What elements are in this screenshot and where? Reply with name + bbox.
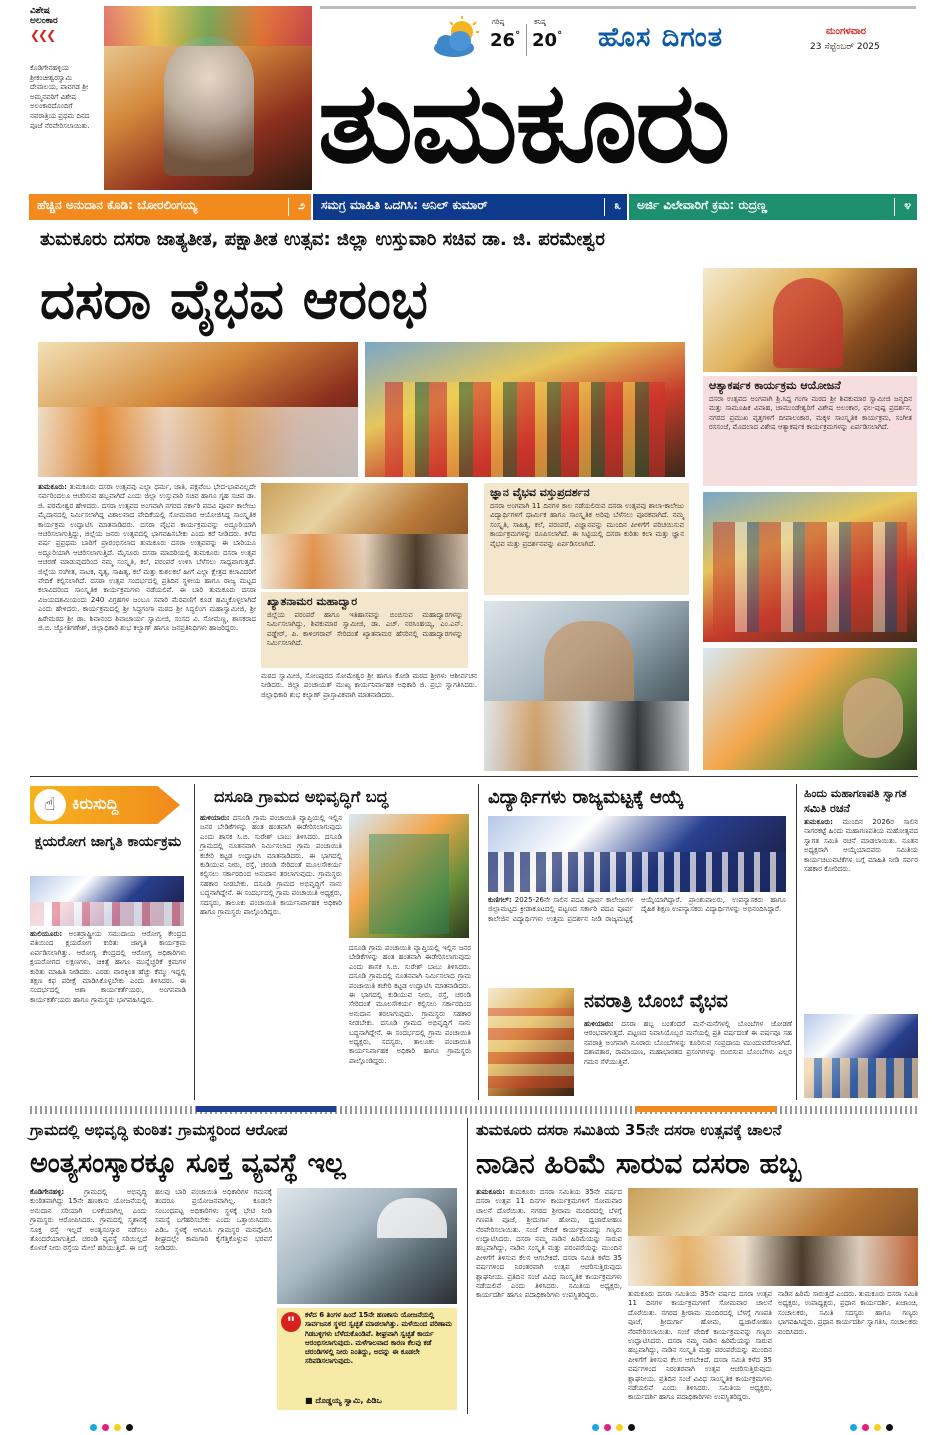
briefs-title: ಕ್ಷಯರೋಗ ಜಾಗೃತಿ ಕಾರ್ಯಕ್ರಮ	[34, 834, 182, 850]
briefs-logo-text: ಕಿರುಸುದ್ದಿ	[72, 794, 119, 813]
briefs-dateline: ಹುಲಿಯೂರು:	[30, 930, 63, 938]
dasara-fest-body-cont: ತುಮಕೂರು ದಸರಾ ಸಮಿತಿಯ 35ನೇ ವರ್ಷದ ದಸರಾ ಉತ್ಸವ 11 ದಿನಗಳ ಕಾರ್ಯಕ್ರಮಗಳಿಗೆ ಸೋಮವಾರ ಚಾಲನೆ ದೊರೆಯಿತು. ನಗರದ ಶ್ರೀರಾಮ ಮಂದಿರದಲ್ಲಿ ಬೆಳಗ್ಗೆ ಗಣಪತಿ ಪೂಜೆ, ಶ್ರೀದುರ್ಗಾ ಹೋಮ, ಧ್ವಜಾರೋಹಣ ನೆರವೇರಿಸಲಾಯಿತು. ಸಂಜೆ ವೇದಿಕೆ ಕಾರ್ಯಕ್ರಮವನ್ನು ಗಣ್ಯರು ಉದ್ಘಾಟಿಸಿದರು. ದಸರಾ ನಮ್ಮ ನಾಡಿನ ಹಿರಿಮೆಯನ್ನು ಸಾರುವ ಹಬ್ಬವಾಗಿದ್ದು, ನಾಡಿನ ಸಂಸ್ಕೃತಿ ಮತ್ತು ಪರಂಪರೆಯನ್ನು ಮುಂದಿನ ಪೀಳಿಗೆಗೆ ತಿಳಿಸುವ ಕೆಲಸ ಆಗಬೇಕಿದೆ. ದಸರಾ ಸಮಿತಿ ಕಳೆದ 35 ವರ್ಷಗಳಿಂದ ನಿರಂತರವಾಗಿ ಉತ್ಸವ ಆಚರಿಸುತ್ತಿರುವುದು ಶ್ಲಾಘನೀಯ. ಪ್ರತಿದಿನ ಸಂಜೆ ವಿವಿಧ ಸಾಂಸ್ಕೃತಿಕ ಕಾರ್ಯಕ್ರಮಗಳು ನಡೆಯಲಿವೆ ಎಂದು ತಿಳಿಸಿದರು. ಸಮಿತಿಯ ಅಧ್ಯಕ್ಷರು, ಕಾರ್ಯದರ್ಶಿ ಹಾಗೂ ಪದಾಧಿಕಾರಿಗಳು ಉಪಸ್ಥಿತರಿದ್ದರು.	[628, 1290, 772, 1402]
funeral-quote-box	[277, 1308, 457, 1410]
navaratri-body	[584, 1020, 792, 1098]
hindu-body	[804, 818, 918, 1008]
paper-name: ಹೊಸ ದಿಗಂತ	[598, 22, 724, 53]
side-photo-portrait	[703, 648, 917, 770]
navaratri-photo	[488, 988, 574, 1096]
hindu-photo	[804, 1014, 918, 1098]
side-photo-dancers	[703, 492, 917, 642]
dasudi-headline: ದಸೂಡಿ ಗ್ರಾಮದ ಅಭಿವೃದ್ಧಿಗೆ ಬದ್ಧ	[214, 787, 389, 806]
col-divider-2	[478, 784, 479, 1100]
lead-dateline: ತುಮಕೂರು:	[38, 483, 67, 491]
teaser-3[interactable]	[629, 194, 917, 220]
cover-photo-deity	[104, 6, 312, 190]
dasara-fest-body-text: ತುಮಕೂರು ದಸರಾ ಸಮಿತಿಯ 35ನೇ ವರ್ಷದ ದಸರಾ ಉತ್ಸವ 11 ದಿನಗಳ ಕಾರ್ಯಕ್ರಮಗಳಿಗೆ ಸೋಮವಾರ ಚಾಲನೆ ದೊರೆಯಿತು. ನಗರದ ಶ್ರೀರಾಮ ಮಂದಿರದಲ್ಲಿ ಬೆಳಗ್ಗೆ ಗಣಪತಿ ಪೂಜೆ, ಶ್ರೀದುರ್ಗಾ ಹೋಮ, ಧ್ವಜಾರೋಹಣ ನೆರವೇರಿಸಲಾಯಿತು. ಸಂಜೆ ವೇದಿಕೆ ಕಾರ್ಯಕ್ರಮವನ್ನು ಗಣ್ಯರು ಉದ್ಘಾಟಿಸಿದರು. ದಸರಾ ನಮ್ಮ ನಾಡಿನ ಹಿರಿಮೆಯನ್ನು ಸಾರುವ ಹಬ್ಬವಾಗಿದ್ದು, ನಾಡಿನ ಸಂಸ್ಕೃತಿ ಮತ್ತು ಪರಂಪರೆಯನ್ನು ಮುಂದಿನ ಪೀಳಿಗೆಗೆ ತಿಳಿಸುವ ಕೆಲಸ ಆಗಬೇಕಿದೆ. ದಸರಾ ಸಮಿತಿ ಕಳೆದ 35 ವರ್ಷಗಳಿಂದ ನಿರಂತರವಾಗಿ ಉತ್ಸವ ಆಚರಿಸುತ್ತಿರುವುದು ಶ್ಲಾಘನೀಯ. ಪ್ರತಿದಿನ ಸಂಜೆ ವಿವಿಧ ಸಾಂಸ್ಕೃತಿಕ ಕಾರ್ಯಕ್ರಮಗಳು ನಡೆಯಲಿವೆ ಎಂದು ತಿಳಿಸಿದರು. ಸಮಿತಿಯ ಅಧ್ಯಕ್ಷರು, ಕಾರ್ಯದರ್ಶಿ ಹಾಗೂ ಪದಾಧಿಕಾರಿಗಳು ಉಪಸ್ಥಿತರಿದ್ದರು.	[476, 1188, 622, 1300]
side-c-body2: ಮಠದ ಸ್ವಾಮೀಜಿ, ಸೋಂಪುರದ ಸೋಮೇಶ್ವರ ಶ್ರೀ ಹಾಗೂ ಕೋಡಿ ಮಠದ ಶ್ರೀಗಳು ಆಶೀರ್ವಚನ ನೀಡಿದರು. ಜಿಲ್ಲಾ ಪಂಚಾಯತ್ ಮುಖ್ಯ ಕಾರ್ಯನಿರ್ವಾಹಕ ಅಧಿಕಾರಿ ಜಿ. ಪ್ರಭು ಸ್ವಾಗತಿಸಿದರು. ಜಿಲ್ಲಾಧಿಕಾರಿ ಶುಭ ಕಲ್ಯಾಣ್ ಪ್ರಾಸ್ತಾವಿಕವಾಗಿ ಮಾತನಾಡಿದರು.	[261, 672, 477, 699]
special-label-line1: ವಿಶೇಷ	[30, 6, 50, 16]
students-photo	[488, 816, 786, 892]
dasudi-body	[200, 814, 342, 1100]
weather-min: 20°	[532, 30, 563, 51]
side-c-title: ಖ್ಯಾತನಾಮರ ಮಹಾದ್ವಾರ	[267, 595, 358, 608]
weather-max-label: ಗರಿಷ್ಠ	[492, 18, 505, 26]
dasara-fest-kicker: ತುಮಕೂರು ದಸರಾ ಸಮಿತಿಯ 35ನೇ ದಸರಾ ಉತ್ಸವಕ್ಕೆ ಚಾಲನೆ	[476, 1121, 782, 1139]
students-body	[488, 896, 786, 978]
funeral-body-text: ಗ್ರಾಮದಲ್ಲಿ ಅಭಿವೃದ್ಧಿ ಕುಂಠಿತವಾಗಿದ್ದು 15ನೇ ಹಣಕಾಸು ಯೋಜನೆಯಲ್ಲಿ ಅನುದಾನ ಸರಿಯಾಗಿ ಬಳಕೆಯಾಗಿಲ್ಲ ಎಂದು ಗ್ರಾಮಸ್ಥರು ಆರೋಪಿಸಿದರು. ಗ್ರಾಮದಲ್ಲಿ ಸ್ಮಶಾನಕ್ಕೆ ಸೂಕ್ತ ರಸ್ತೆ ಇಲ್ಲದೆ ಅಂತ್ಯಸಂಸ್ಕಾರ ನಡೆಸಲು ತೊಂದರೆಯಾಗುತ್ತಿದೆ. ಚರಂಡಿ ವ್ಯವಸ್ಥೆ ಸರಿಯಿಲ್ಲದೆ ಕೊಳಚೆ ನೀರು ರಸ್ತೆಯ ಮೇಲೆ ಹರಿಯುತ್ತಿದೆ. ಈ ಬಗ್ಗೆ ಹಲವು ಬಾರಿ ಪಂಚಾಯಿತಿ ಅಧಿಕಾರಿಗಳ ಗಮನಕ್ಕೆ ತಂದರೂ ಪ್ರಯೋಜನವಾಗಿಲ್ಲ. ಕೂಡಲೇ ಸಂಬಂಧಪಟ್ಟ ಅಧಿಕಾರಿಗಳು ಸ್ಥಳಕ್ಕೆ ಭೇಟಿ ನೀಡಿ ಸಮಸ್ಯೆ ಬಗೆಹರಿಸಬೇಕು ಎಂದು ಒತ್ತಾಯಿಸಿದರು. ಪಿಡಿಒ ಸ್ಥಳಕ್ಕೆ ಆಗಮಿಸಿ ಗ್ರಾಮಸ್ಥರ ಮನವೊಲಿಸಿ ಶೀಘ್ರದಲ್ಲೇ ಕಾಮಗಾರಿ ಕೈಗೆತ್ತಿಕೊಳ್ಳುವ ಭರವಸೆ ನೀಡಿದರು.	[30, 1188, 272, 1253]
registration-marks-right	[850, 1416, 900, 1424]
dasudi-body-overflow: ದಸೂಡಿ ಗ್ರಾಮ ಪಂಚಾಯಿತಿ ವ್ಯಾಪ್ತಿಯಲ್ಲಿ ಇಲ್ಲಿನ ಜನರ ಬೇಡಿಕೆಗಳನ್ನು ಹಂತ ಹಂತವಾಗಿ ಈಡೇರಿಸಲಾಗುವುದು ಎಂದು ಶಾಸಕ ಸಿ.ಬಿ. ಸುರೇಶ್ ಬಾಬು ತಿಳಿಸಿದರು. ದಸೂಡಿ ಗ್ರಾಮದಲ್ಲಿ ನೂತನವಾಗಿ ನಿರ್ಮಿಸಲಾದ ಗ್ರಾಮ ಪಂಚಾಯಿತಿ ಕಚೇರಿ ಕಟ್ಟಡ ಉದ್ಘಾಟಿಸಿ ಮಾತನಾಡಿದರು. ಈ ಭಾಗದಲ್ಲಿ ಕುಡಿಯುವ ನೀರು, ರಸ್ತೆ, ಚರಂಡಿ ಸೇರಿದಂತೆ ಮೂಲಸೌಕರ್ಯ ಕಲ್ಪಿಸಲು ಸರ್ಕಾರದಿಂದ ಅನುದಾನ ತರಲಾಗುವುದು. ಗ್ರಾಮಸ್ಥರು ಸಹಕಾರ ನೀಡಬೇಕು. ದಸೂಡಿ ಗ್ರಾಮದ ಅಭಿವೃದ್ಧಿಗೆ ನಾನು ಬದ್ಧನಾಗಿದ್ದೇನೆ. ಈ ಸಂದರ್ಭದಲ್ಲಿ ಗ್ರಾಮ ಪಂಚಾಯಿತಿ ಅಧ್ಯಕ್ಷರು, ಸದಸ್ಯರು, ತಾಲೂಕು ಪಂಚಾಯಿತಿ ಕಾರ್ಯನಿರ್ವಾಹಕ ಅಧಿಕಾರಿ ಹಾಗೂ ಗ್ರಾಮಸ್ಥರು ಪಾಲ್ಗೊಂಡಿದ್ದರು.	[349, 944, 471, 1065]
briefs-body	[30, 930, 186, 1098]
section-divider-1	[30, 776, 918, 777]
dasara-fest-body2: ನಾಡಿನ ಹಿರಿಮೆ ಸಾರುತ್ತದೆ ಎಂದರು. ತುಮಕೂರು ದಸರಾ ಸಮಿತಿ ಅಧ್ಯಕ್ಷರು, ಉಪಾಧ್ಯಕ್ಷರು, ಪ್ರಧಾನ ಕಾರ್ಯದರ್ಶಿ, ಖಜಾಂಚಿ, ಸಂಚಾಲಕರು, ಸಮಿತಿ ಸದಸ್ಯರು ಹಾಗೂ ಗಣ್ಯರು ಭಾಗವಹಿಸಿದ್ದರು. ಪ್ರಧಾನ ಕಾರ್ಯದರ್ಶಿ ಸ್ವಾಗತಿಸಿ, ಸಂಚಾಲಕರು ವಂದಿಸಿದರು.	[778, 1290, 918, 1336]
briefs-logo	[30, 786, 186, 826]
navaratri-headline: ನವರಾತ್ರಿ ಬೊಂಬೆ ವೈಭವ	[584, 991, 728, 1012]
side-c-box	[261, 592, 468, 668]
teaser-2-text: ಸಮಗ್ರ ಮಾಹಿತಿ ಒದಗಿಸಿ: ಅನಿಲ್ ಕುಮಾರ್	[321, 198, 488, 212]
dasara-fest-photo	[628, 1188, 918, 1286]
hindu-headline: ಹಿಂದು ಮಹಾಗಣಪತಿ ಸ್ವಾಗತ ಸಮಿತಿ ರಚನೆ	[804, 787, 907, 815]
edition-date: 23 ಸೆಪ್ಟೆಂಬರ್ 2025	[810, 42, 880, 52]
funeral-dateline: ಕೊಡಿಗೇನಹಳ್ಳಿ:	[30, 1188, 65, 1196]
quote-icon: "	[281, 1312, 301, 1332]
registration-marks-left	[90, 1416, 140, 1424]
dasudi-body-text: ದಸೂಡಿ ಗ್ರಾಮ ಪಂಚಾಯಿತಿ ವ್ಯಾಪ್ತಿಯಲ್ಲಿ ಇಲ್ಲಿನ ಜನರ ಬೇಡಿಕೆಗಳನ್ನು ಹಂತ ಹಂತವಾಗಿ ಈಡೇರಿಸಲಾಗುವುದು ಎಂದು ಶಾಸಕ ಸಿ.ಬಿ. ಸುರೇಶ್ ಬಾಬು ತಿಳಿಸಿದರು. ದಸೂಡಿ ಗ್ರಾಮದಲ್ಲಿ ನೂತನವಾಗಿ ನಿರ್ಮಿಸಲಾದ ಗ್ರಾಮ ಪಂಚಾಯಿತಿ ಕಚೇರಿ ಕಟ್ಟಡ ಉದ್ಘಾಟಿಸಿ ಮಾತನಾಡಿದರು. ಈ ಭಾಗದಲ್ಲಿ ಕುಡಿಯುವ ನೀರು, ರಸ್ತೆ, ಚರಂಡಿ ಸೇರಿದಂತೆ ಮೂಲಸೌಕರ್ಯ ಕಲ್ಪಿಸಲು ಸರ್ಕಾರದಿಂದ ಅನುದಾನ ತರಲಾಗುವುದು. ಗ್ರಾಮಸ್ಥರು ಸಹಕಾರ ನೀಡಬೇಕು. ದಸೂಡಿ ಗ್ರಾಮದ ಅಭಿವೃದ್ಧಿಗೆ ನಾನು ಬದ್ಧನಾಗಿದ್ದೇನೆ. ಈ ಸಂದರ್ಭದಲ್ಲಿ ಗ್ರಾಮ ಪಂಚಾಯಿತಿ ಅಧ್ಯಕ್ಷರು, ಸದಸ್ಯರು, ತಾಲೂಕು ಪಂಚಾಯಿತಿ ಕಾರ್ಯನಿರ್ವಾಹಕ ಅಧಿಕಾರಿ ಹಾಗೂ ಗ್ರಾಮಸ್ಥರು ಪಾಲ್ಗೊಂಡಿದ್ದರು.	[200, 814, 342, 917]
teaser-1-text: ಹೆಚ್ಚಿನ ಅನುದಾನ ಕೊಡಿ: ಬೋರಲಿಂಗಯ್ಯ	[37, 198, 198, 212]
students-dateline: ಕುಣಿಗಲ್:	[488, 896, 512, 904]
edition-title: ತುಮಕೂರು	[318, 58, 729, 188]
lead-headline: ದಸರಾ ವೈಭವ ಆರಂಭ	[40, 268, 428, 331]
side-b-title: ಜ್ಞಾನ ವೈಭವ ವಸ್ತುಪ್ರದರ್ಶನ	[490, 486, 590, 499]
students-headline: ವಿದ್ಯಾರ್ಥಿಗಳು ರಾಜ್ಯಮಟ್ಟಕ್ಕೆ ಆಯ್ಕೆ	[488, 787, 684, 808]
side-c-body: ಜಿಲ್ಲೆಯ ಪರಂಪರೆ ಹಾಗೂ ಇತಿಹಾಸವನ್ನು ಬಿಂಬಿಸುವ ಮಹಾದ್ವಾರಗಳನ್ನು ನಿರ್ಮಿಸಲಾಗಿದ್ದು, ಶಿವಕುಮಾರ ಸ್ವಾಮೀಜಿ, ಡಾ. ಎಚ್. ನರಸಿಂಹಯ್ಯ, ಎಂ.ಎನ್. ವಡ್ಡೇರ್, ಪಿ. ಕಾಳಿಂಗರಾವ್ ಸೇರಿದಂತೆ ಖ್ಯಾತನಾಮರ ಹೆಸರಿನಲ್ಲಿ ಮಹಾದ್ವಾರಗಳನ್ನು ನಿರ್ಮಿಸಲಾಗಿದೆ.	[267, 611, 463, 648]
teaser-2-page: ೩	[614, 198, 621, 212]
registration-marks-center	[592, 1416, 642, 1424]
lead-photo-yakshagana	[365, 342, 685, 477]
lead-photo-ceremony	[484, 601, 689, 771]
weather-min-label: ಕನಿಷ್ಠ	[534, 18, 546, 26]
teaser-bar	[29, 194, 917, 220]
teaser-1-page: ೨	[298, 198, 305, 212]
lead-photo-inauguration	[38, 342, 358, 477]
accent-bar-blue	[196, 1106, 336, 1112]
funeral-photo	[277, 1188, 457, 1304]
lead-body	[38, 483, 256, 773]
weather-max: 26°	[490, 30, 521, 51]
briefs-photo	[30, 876, 184, 926]
section-divider-2	[30, 1106, 918, 1114]
dasudi-dateline: ಹುಳಿಯಾರು:	[200, 814, 230, 822]
megaphone-icon: ☝	[34, 789, 66, 821]
col-divider-4	[467, 1118, 468, 1414]
cover-caption: ಕೊಡಿಗೇನಹಳ್ಳಿಯ ಶ್ರೀಕಂಚೀಶ್ವರಸ್ವಾಮಿ ದೇವಾಲಯ, ಪಾವಗಡ ಶ್ರೀ ಅಮ್ಮನವರಿಗೆ ವಿಶೇಷ ಅಲಂಕಾರದೊಂದಿಗೆ ನವರಾತ್ರಿಯ ಪ್ರಥಮ ದಿನದ ಪೂಜೆ ನೆರವೇರಿಸಲಾಯಿತು.	[30, 64, 90, 130]
hindu-dateline: ತುಮಕೂರು:	[804, 818, 833, 826]
funeral-body	[30, 1188, 272, 1412]
dasudi-photo	[349, 814, 469, 938]
side-c-photo	[261, 483, 468, 589]
lead-body-text: ತುಮಕೂರು ದಸರಾ ಉತ್ಸವವು ಎಲ್ಲಾ ಧರ್ಮ, ಜಾತಿ, ಪಕ್ಷವೆಂಬ ಭೇದ-ಭಾವವಿಲ್ಲದೇ ಸರ್ವರಿಂದಲೂ ಆಚರಿಸುವ ಹಬ್ಬವಾಗಿದೆ ಎಂದು ಜಿಲ್ಲಾ ಉಸ್ತುವಾರಿ ಸಚಿವ ಹಾಗೂ ಗೃಹ ಸಚಿವ ಡಾ. ಜಿ. ಪರಮೇಶ್ವರ ಹೇಳಿದರು. ದಸರಾ ಉತ್ಸವದ ಅಂಗವಾಗಿ ನಗರದ ಸರ್ಕಾರಿ ಪದವಿ ಪೂರ್ವ ಕಾಲೇಜು ಮೈದಾನದಲ್ಲಿ ನಿರ್ಮಿಸಲಾಗಿದ್ದ ವಿಶಾಲವಾದ ವೇದಿಕೆಯಲ್ಲಿ ಸೋಮವಾರ ಆಯೋಜಿಸಿದ್ದ ಸಾಂಸ್ಕೃತಿಕ ಕಾರ್ಯಕ್ರಮ ಉದ್ಘಾಟಿಸಿ ಮಾತನಾಡಿದರು. ದಸರಾ ವೈಭವ ಕಾರ್ಯಕ್ರಮವನ್ನು ಅದ್ದೂರಿಯಾಗಿ ಆಚರಿಸಲಾಗುತ್ತಿದ್ದು, ಜಿಲ್ಲೆಯ ಜನರು ಉತ್ಸವದಲ್ಲಿ ಭಾಗವಹಿಸಬೇಕು ಎಂದು ಕರೆ ನೀಡಿದರು. ಕಳೆದ ವರ್ಷ ಪ್ರಪ್ರಥಮ ಬಾರಿಗೆ ಪ್ರಾರಂಭಿಸಲಾದ ತುಮಕೂರು ದಸರಾ ಉತ್ಸವವನ್ನು ಈ ಬಾರಿಯೂ ಅದ್ದೂರಿಯಾಗಿ ಆಚರಿಸಲಾಗುತ್ತಿದೆ. ಮೈಸೂರು ದಸರಾ ಮಾದರಿಯಲ್ಲಿ ತುಮಕೂರು ದಸರಾ ಉತ್ಸವ ಆಚರಣೆ ಮಾಡುವುದರಿಂದ ನಮ್ಮ ಸಂಸ್ಕೃತಿ, ಕಲೆ, ಪರಂಪರೆ ಉಳಿಸಿ ಬೆಳೆಸಲು ಸಾಧ್ಯವಾಗುತ್ತದೆ. ಜಿಲ್ಲೆಯ ಸಂಗೀತ, ನಾಟಕ, ನೃತ್ಯ, ಸಾಹಿತ್ಯ, ಕಲೆ ಮತ್ತು ಕುಶಲಕಲೆ ಹೀಗೆ ಎಲ್ಲಾ ಕ್ಷೇತ್ರದ ಕಲಾವಿದರಿಗೆ ವೇದಿಕೆ ಕಲ್ಪಿಸಲಾಗಿದೆ. ದಸರಾ ಉತ್ಸವ ಸಂದರ್ಭದಲ್ಲಿ ಪ್ರತಿದಿನ ಸ್ಥಳೀಯ ಹಾಗೂ ರಾಜ್ಯ ಮಟ್ಟದ ಕಲಾವಿದರಿಂದ ಸಾಂಸ್ಕೃತಿಕ ಕಾರ್ಯಕ್ರಮಗಳು ನಡೆಯಲಿವೆ. ಈ ಬಾರಿ ತುಮಕೂರು ದಸರಾ ವಿಜಯದಶಮಿಯಂದು 240 ವಿಗ್ರಹಗಳ ಜಂಬೂ ಸವಾರಿ ಮೆರವಣಿಗೆ ಕೂಡ ಹಮ್ಮಿಕೊಳ್ಳಲಾಗಿದೆ ಎಂದು ಹೇಳಿದರು. ಕಾರ್ಯಕ್ರಮದಲ್ಲಿ ಶ್ರೀ ಸಿದ್ಧಗಂಗಾ ಮಠದ ಶ್ರೀ ಸಿದ್ಧಲಿಂಗ ಮಹಾಸ್ವಾಮೀಜಿ, ಶ್ರೀ ಹಿರೇಮಠದ ಶ್ರೀ ಡಾ. ಶಿವಾನಂದ ಶಿವಾಚಾರ್ಯ ಸ್ವಾಮೀಜಿ, ಸಂಸದ ವಿ. ಸೋಮಣ್ಣ, ಶಾಸಕರಾದ ಜಿ.ಬಿ. ಜ್ಯೋತಿಗಣೇಶ್, ಜಿಲ್ಲಾಧಿಕಾರಿ ಶುಭ ಕಲ್ಯಾಣ್ ಹಾಗೂ ಜನಪ್ರತಿನಿಧಿಗಳು ಹಾಜರಿದ್ದರು.	[38, 483, 256, 633]
dasara-fest-body	[476, 1188, 622, 1412]
navaratri-dateline: ಹುಳಿಯಾರು:	[584, 1020, 614, 1028]
funeral-kicker: ಗ್ರಾಮದಲ್ಲಿ ಅಭಿವೃದ್ಧಿ ಕುಂಠಿತ: ಗ್ರಾಮಸ್ಥರಿಂದ ಆರೋಪ	[30, 1121, 288, 1139]
accent-bar-orange	[636, 1106, 776, 1112]
hindu-body-text: ಮುಂದಿನ 2026ರ ಸಾಲಿನ ನಾಗರಕಟ್ಟೆ ಹಿಂದು ಮಹಾಗಣಪತಿಯ ಮಹೋತ್ಸವದ ಸ್ವಾಗತ ಸಮಿತಿ ರಚನೆ ಮಾಡಲಾಯಿತು. ನೂತನ ಅಧ್ಯಕ್ಷರಾಗಿ ಆಯ್ಕೆಯಾದವರು ಸಮಿತಿಯ ಕಾರ್ಯಚಟುವಟಿಕೆಗಳ ಬಗ್ಗೆ ಮಾಹಿತಿ ನೀಡಿ ಸರ್ವರ ಸಹಕಾರ ಕೋರಿದರು.	[804, 818, 919, 874]
side-b-body: ದಸರಾ ಅಂಗವಾಗಿ 11 ದಿನಗಳ ಕಾಲ ನಡೆಯಲಿರುವ ದಸರಾ ಉತ್ಸವವು ಶಾಲಾ-ಕಾಲೇಜು ವಿದ್ಯಾರ್ಥಿಗಳಿಗೆ ಧಾರ್ಮಿಕ ಹಾಗೂ ಸಾಂಸ್ಕೃತಿಕ ಅರಿವು ಬೆಳೆಸಲು ಪೂರಕವಾಗಿದೆ. ನಮ್ಮ ಸಂಸ್ಕೃತಿ, ಸಾಹಿತ್ಯ, ಕಲೆ, ಪರಂಪರೆ, ವಿಜ್ಞಾನವನ್ನು ಮುಂದಿನ ಪೀಳಿಗೆಗೆ ಪರಿಚಯಿಸುವ ಕಾರ್ಯಕ್ರಮಗಳನ್ನು ರೂಪಿಸಲಾಗಿದೆ. ಈ ಸಿಟ್ಟಿಯಲ್ಲಿ ದಸರಾ ಕುರಿತು ಕಲಾ ಮತ್ತು ಜ್ಞಾನ ವೈಭವ ಮತ್ತು ಪ್ರದರ್ಶನವನ್ನು ಏರ್ಪಡಿಸಲಾಗಿದೆ.	[490, 502, 684, 548]
teaser-3-page: ೪	[904, 198, 911, 212]
dasara-fest-headline: ನಾಡಿನ ಹಿರಿಮೆ ಸಾರುವ ದಸರಾ ಹಬ್ಬ	[476, 1147, 802, 1180]
briefs-body-text: ಅಂತರ್ರಾಷ್ಟ್ರೀಯ ಸಮುದಾಯ ಆರೋಗ್ಯ ಕೇಂದ್ರದ ವತಿಯಿಂದ ಕ್ಷಯರೋಗ ಕುರಿತು ಜಾಗೃತಿ ಕಾರ್ಯಕ್ರಮ ಏರ್ಪಡಿಸಲಾಗಿತ್ತು. ಆರೋಗ್ಯ ಕೇಂದ್ರದಲ್ಲಿ ಆರೋಗ್ಯ ಅಧಿಕಾರಿಗಳು ಕ್ಷಯರೋಗದ ಲಕ್ಷಣಗಳು, ಚಿಕಿತ್ಸೆ ಹಾಗೂ ಮುನ್ನೆಚ್ಚರಿಕೆ ಕ್ರಮಗಳ ಕುರಿತು ಮಾಹಿತಿ ನೀಡಿದರು. ಎರಡು ವಾರಕ್ಕಿಂತ ಹೆಚ್ಚು ಕೆಮ್ಮು ಇದ್ದಲ್ಲಿ ತಕ್ಷಣ ಕಫ ಪರೀಕ್ಷೆ ಮಾಡಿಸಿಕೊಳ್ಳಬೇಕು ಎಂದು ತಿಳಿಸಿದರು. ಈ ಸಂದರ್ಭದಲ್ಲಿ ಆಶಾ ಕಾರ್ಯಕರ್ತೆಯರು, ಅಂಗನವಾಡಿ ಕಾರ್ಯಕರ್ತೆಯರು ಹಾಗೂ ಗ್ರಾಮಸ್ಥರು ಭಾಗವಹಿಸಿದ್ದರು.	[30, 930, 186, 1004]
funeral-quote-text: ಕಳೆದ 6 ತಿಂಗಳ ಹಿಂದೆ 15ನೇ ಹಣಕಾಸು ಯೋಜನೆಯಲ್ಲಿ ಸಾರ್ವಜನಿಕ ಸ್ಥಳದ ಸ್ವಚ್ಛತೆ ಮಾಡಲಾಗಿತ್ತು. ಮಳೆಯಿಂದ ಪರಿಣಾಮ ಗಿಡಬಳ್ಳಿಗಳು ಬೆಳೆದುಕೊಂಡಿವೆ. ಶೀಘ್ರವಾಗಿ ಸ್ವಚ್ಛತೆ ಕಾರ್ಯ ಆರಂಭಿಸಲಾಗುವುದು. ಮಳೆಗಾಲವಾದ ಕಾರಣ ಕೆಲವು ಕಡೆ ಚರಂಡಿಗಳಲ್ಲಿ ನೀರು ನಿಂತಿದ್ದು, ಅದನ್ನು ಈ ಕೂಡಲೇ ಸರಿಪಡಿಸಲಾಗುವುದು.	[305, 1311, 452, 1366]
lead-kicker: ತುಮಕೂರು ದಸರಾ ಜಾತ್ಯತೀತ, ಪಕ್ಷಾತೀತ ಉತ್ಸವ: ಜಿಲ್ಲಾ ಉಸ್ತುವಾರಿ ಸಚಿವ ಡಾ. ಜಿ. ಪರಮೇಶ್ವರ	[40, 229, 605, 250]
top-rule	[320, 6, 916, 9]
chevron-left-icon: ❮❮❮	[30, 28, 55, 42]
side-a-box	[703, 376, 917, 486]
funeral-headline: ಅಂತ್ಯಸಂಸ್ಕಾರಕ್ಕೂ ಸೂಕ್ತ ವ್ಯವಸ್ಥೆ ಇಲ್ಲ	[30, 1148, 346, 1179]
teaser-1[interactable]	[29, 194, 311, 220]
side-b-box	[484, 483, 689, 595]
navaratri-body-text: ದಸರಾ ಹಬ್ಬ ಬಂತೆಂದರೆ ಮನೆ-ಮನೆಗಳಲ್ಲಿ ಬೊಂಬೆಗಳ ಜೋಡಣೆ ಆರಂಭವಾಗುತ್ತದೆ. ಪಟ್ಟಣದ ನಿವಾಸಿಯೊಬ್ಬರ ಮನೆಯಲ್ಲಿ ಪ್ರತಿ ವರ್ಷದಂತೆ ಈ ವರ್ಷವೂ ಸಹ ನವರಾತ್ರಿ ಅಂಗವಾಗಿ ನೂರಾರು ಬೊಂಬೆಗಳನ್ನು ಕೂರಿಸುವ ಸಂಪ್ರದಾಯ ಮುಂದುವರೆಸಲಾಗಿದೆ. ದಶಾವತಾರ, ರಾಮಾಯಣ, ಮಹಾಭಾರತದ ಪ್ರಸಂಗಗಳನ್ನು ಬಿಂಬಿಸುವ ಬೊಂಬೆಗಳು ಎಲ್ಲರ ಗಮನ ಸೆಳೆಯುತ್ತಿವೆ.	[584, 1020, 792, 1066]
col-divider-1	[194, 784, 195, 1100]
paper-logo	[598, 22, 798, 62]
dasara-fest-dateline: ತುಮಕೂರು:	[476, 1188, 505, 1196]
special-label	[30, 6, 100, 42]
edition-day: ಮಂಗಳವಾರ	[826, 26, 867, 37]
side-photo-deity	[703, 268, 917, 372]
partly-cloudy-icon	[432, 16, 482, 60]
side-a-title: ಆತ್ಯಾಕರ್ಷಕ ಕಾರ್ಯಕ್ರಮ ಆಯೋಜನೆ	[709, 379, 841, 392]
teaser-3-text: ಅರ್ಜಿ ವಿಲೇವಾರಿಗೆ ಕ್ರಮ: ರುದ್ರಣ್ಣ	[637, 198, 768, 212]
students-body-text: 2025-26ನೇ ಸಾಲಿನ ಪದವಿ ಪೂರ್ವ ಕಾಲೇಜುಗಳ ಜಿಲ್ಲಾಮಟ್ಟದ ಕ್ರೀಡಾಕೂಟದಲ್ಲಿ ಪಟ್ಟಣದ ಸರ್ಕಾರಿ ಪದವಿ ಪೂರ್ವ ಕಾಲೇಜಿನ ವಿದ್ಯಾರ್ಥಿಗಳು ಉತ್ತಮ ಪ್ರದರ್ಶನ ನೀಡಿ ರಾಜ್ಯಮಟ್ಟಕ್ಕೆ ಆಯ್ಕೆಯಾಗಿದ್ದಾರೆ. ಪ್ರಾಂಶುಪಾಲರು, ಉಪನ್ಯಾಸಕರು ಹಾಗೂ ದೈಹಿಕ ಶಿಕ್ಷಣ ಉಪನ್ಯಾಸಕರು ವಿದ್ಯಾರ್ಥಿಗಳನ್ನು ಅಭಿನಂದಿಸಿದ್ದಾರೆ.	[488, 896, 786, 923]
special-label-line2: ಅಲಂಕಾರ	[30, 16, 58, 26]
side-a-body: ದಸರಾ ಉತ್ಸವದ ಅಂಗವಾಗಿ ಶ್ರಿ.ಸಿದ್ದ ಗಂಗಾ ಮಠದ ಶ್ರೀ ಶಿವಕುಮಾರ ಸ್ವಾಮೀಜಿ ಜನ್ಮದಿನ ಮತ್ತು ಸಾಮೂಹಿಕ ವಿವಾಹ, ಜಾಮುಂಡೇಶ್ವರಿಗೆ ವಿಶೇಷ ಅಲಂಕಾರ, ಫಲ-ಪುಷ್ಪ ಪ್ರದರ್ಶನ, ನಗರದ ಪ್ರಮುಖ ವೃತ್ತಗಳಿಗೆ ದೀಪಾಲಂಕಾರ, ಮಕ್ಕಳ ಸಾಂಸ್ಕೃತಿಕ ಕಾರ್ಯಕ್ರಮ, ಸಂಗೀತ ರಸಸಂಜೆ, ಮೊದಲಾದ ವಿಶೇಷ ಆತ್ಯಾಕರ್ಷಕ ಕಾರ್ಯಕ್ರಮಗಳನ್ನು ಏರ್ಪಡಿಸಲಾಗಿದೆ.	[709, 395, 912, 432]
weather-widget	[432, 16, 572, 60]
teaser-2[interactable]	[313, 194, 627, 220]
funeral-quote-author: ■ ದೊಡ್ಡಯ್ಯ ಸ್ವಾಮಿ, ಪಿಡಿಒ	[305, 1396, 382, 1405]
col-divider-3	[796, 784, 797, 1100]
